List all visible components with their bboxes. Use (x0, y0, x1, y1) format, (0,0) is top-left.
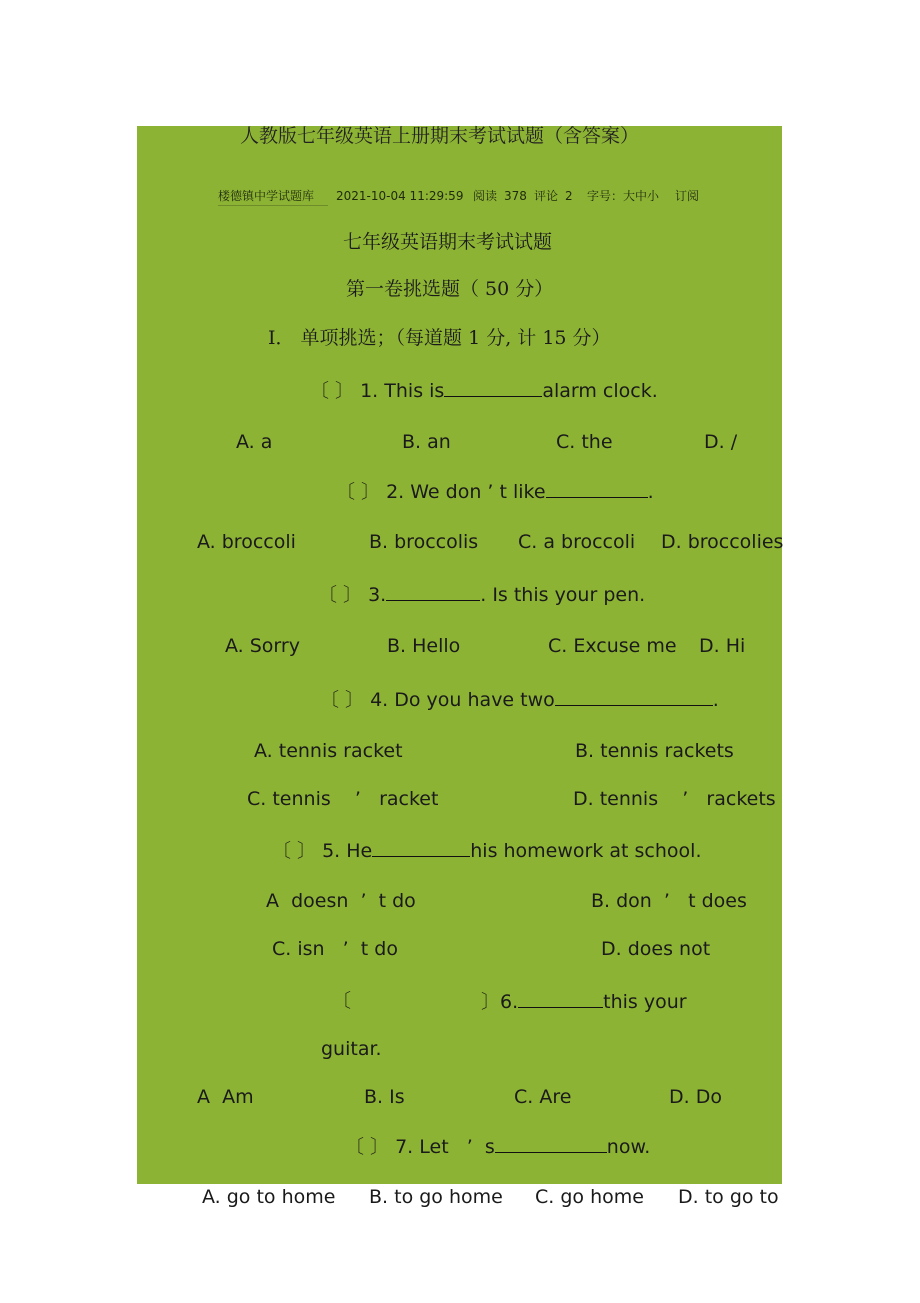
question-6-continuation: guitar. (321, 1038, 382, 1060)
meta-reads: 378 (504, 189, 527, 203)
question-6-suffix: this your (603, 991, 687, 1013)
question-7-prefix: 7. Let ’ s (395, 1136, 495, 1158)
q6-option-d[interactable]: D. Do (669, 1086, 722, 1108)
question-4 (320, 687, 719, 712)
section-heading: I． 单项挑选；（每道题 1 分, 计 15 分） (268, 327, 611, 349)
meta-datetime: 2021-10-04 11:29:59 (336, 189, 464, 203)
q4-option-c[interactable]: C. tennis ’ racket (247, 788, 439, 810)
exam-title: 七年级英语期末考试试题 (343, 231, 553, 253)
answer-blank (386, 582, 480, 601)
question-6 (481, 989, 687, 1014)
question-5-prefix: 5. He (322, 840, 373, 862)
q5-option-c[interactable]: C. isn ’ t do (272, 938, 398, 960)
q2-option-a[interactable]: A. broccoli (197, 531, 296, 553)
volume-heading: 第一卷挑选题（ 50 分） (346, 278, 554, 300)
answer-blank (495, 1134, 607, 1153)
meta-comments-label: 评论 (534, 189, 559, 203)
meta-comments: 2 (565, 189, 573, 203)
meta-font-size[interactable]: 字号：大中小 (587, 189, 660, 203)
question-1 (310, 378, 658, 403)
q7-option-c[interactable]: C. go home (535, 1186, 644, 1208)
q1-option-c[interactable]: C. the (556, 431, 613, 453)
answer-bracket[interactable]: 〔 〕 (310, 380, 355, 402)
question-1-suffix: alarm clock. (542, 380, 658, 402)
q3-option-c[interactable]: C. Excuse me (548, 635, 677, 657)
q2-option-d[interactable]: D. broccolies (661, 531, 784, 553)
answer-bracket[interactable]: 〔 〕 (318, 584, 363, 606)
question-4-prefix: 4. Do you have two (370, 689, 555, 711)
q1-option-b[interactable]: B. an (402, 431, 451, 453)
q7-option-b[interactable]: B. to go home (369, 1186, 503, 1208)
question-6-bracket-close[interactable]: 〕 (481, 991, 501, 1013)
question-6-prefix: 6. (500, 991, 519, 1013)
question-2 (336, 479, 654, 504)
q5-option-d[interactable]: D. does not (601, 938, 711, 960)
answer-blank (372, 838, 470, 857)
question-5-suffix: his homework at school. (470, 840, 702, 862)
question-6-bracket-open[interactable]: 〔 (332, 990, 352, 1012)
answer-blank (546, 479, 648, 498)
question-3 (318, 582, 645, 607)
meta-reads-label: 阅读 (473, 189, 498, 203)
question-7 (345, 1134, 650, 1159)
answer-bracket[interactable]: 〔 〕 (336, 481, 381, 503)
q7-option-d[interactable]: D. to go to (678, 1186, 779, 1208)
answer-blank (518, 989, 603, 1008)
answer-bracket[interactable]: 〔 〕 (345, 1136, 390, 1158)
q4-option-a[interactable]: A. tennis racket (254, 740, 403, 762)
q6-option-c[interactable]: C. Are (514, 1086, 572, 1108)
q5-option-a[interactable]: A doesn ’ t do (266, 890, 416, 912)
question-5 (272, 838, 701, 863)
q3-option-d[interactable]: D. Hi (699, 635, 746, 657)
q1-option-d[interactable]: D. / (704, 431, 738, 453)
meta-subscribe[interactable]: 订阅 (675, 189, 700, 203)
answer-blank (555, 687, 713, 706)
meta-source-underline (218, 205, 328, 206)
q5-option-b[interactable]: B. don ’ t does (591, 890, 747, 912)
question-3-suffix: . Is this your pen. (480, 584, 646, 606)
q1-option-a[interactable]: A. a (236, 431, 273, 453)
question-4-suffix: . (712, 689, 719, 711)
q6-option-a[interactable]: A Am (197, 1086, 254, 1108)
question-7-suffix: now. (606, 1136, 651, 1158)
q3-option-a[interactable]: A. Sorry (225, 635, 300, 657)
answer-bracket[interactable]: 〔 〕 (320, 689, 365, 711)
q6-option-b[interactable]: B. Is (364, 1086, 405, 1108)
question-3-prefix: 3. (368, 584, 387, 606)
q7-option-a[interactable]: A. go to home (202, 1186, 336, 1208)
document-title: 人教版七年级英语上册期末考试试题（含答案） (240, 125, 640, 147)
q2-option-c[interactable]: C. a broccoli (518, 531, 636, 553)
answer-blank (444, 378, 542, 397)
question-1-prefix: 1. This is (360, 380, 445, 402)
question-2-suffix: . (647, 481, 654, 503)
answer-bracket[interactable]: 〔 〕 (272, 840, 317, 862)
q4-option-b[interactable]: B. tennis rackets (575, 740, 734, 762)
q2-option-b[interactable]: B. broccolis (369, 531, 479, 553)
q3-option-b[interactable]: B. Hello (387, 635, 461, 657)
meta-source[interactable]: 楼德镇中学试题库 (218, 189, 315, 203)
question-2-prefix: 2. We don ’ t like (386, 481, 546, 503)
q4-option-d[interactable]: D. tennis ’ rackets (573, 788, 776, 810)
